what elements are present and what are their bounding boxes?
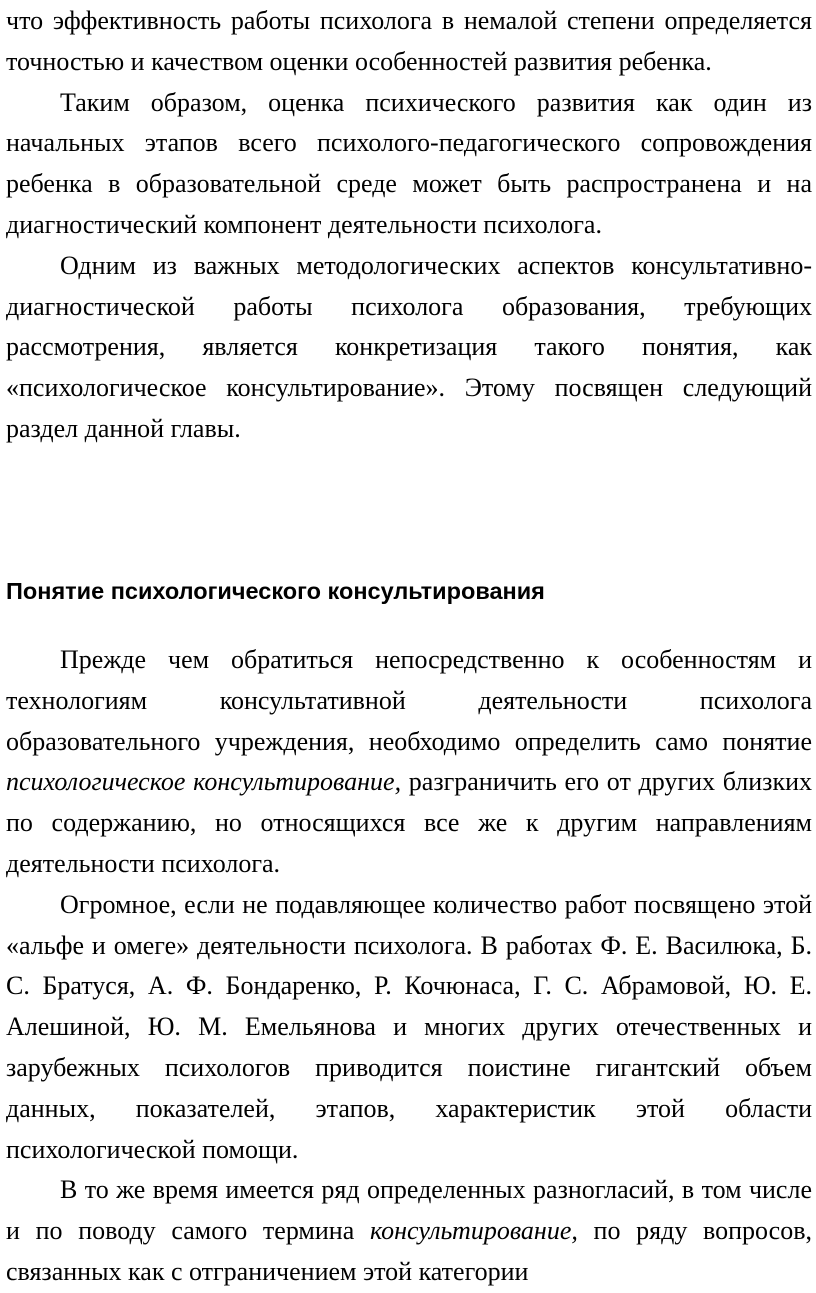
paragraph-disagreements-text: В то же время имеется ряд определенных разногласий, в том числе и по поводу самого термина	[6, 1175, 812, 1246]
section-heading: Понятие психологического консультирования	[6, 578, 545, 604]
paragraph-methodological-aspect: Одним из важных методологических аспектов консультативно-диагностической работы психолога образования, требующих рассмотрения, является конкретизация такого понятия, как «психологическое консультирование». Этому посвящен следующий раздел данной главы.	[6, 250, 812, 443]
italic-term-counseling: консультирование,	[369, 1216, 578, 1246]
paragraph-definition-intro	[6, 640, 812, 885]
paragraph-continuation: что эффективность работы психолога в немалой степени определяется точностью и качеством оценки особенностей развития ребенка.	[6, 6, 812, 76]
italic-term-psychological-counseling: психологическое консультирование,	[6, 767, 402, 797]
section-body	[6, 640, 812, 1293]
paragraph-definition-intro-text: Прежде чем обратиться непосредственно к особенностям и технологиям консультативной деятельности психолога образовательного учреждения, необходимо определить само понятие	[6, 645, 812, 756]
paragraph-disagreements	[6, 1170, 812, 1292]
paragraph-literature-overview: Огромное, если не подавляющее количество работ посвящено этой «альфе и омеге» деятельности психолога. В работах Ф. Е. Василюка, Б. С. Братуся, А. Ф. Бондаренко, Р. Кочюнаса, Г. С. Абрамовой, Ю. Е. Алешиной, Ю. М. Емельянова и многих других отечественных и зарубежных психологов приводится поистине гигантский объем данных, показателей, этапов, характеристик этой области психологической помощи.	[6, 889, 812, 1164]
paragraph-disagreements-tail: по ряду вопросов, связанных как с отграничением этой категории	[6, 1216, 812, 1286]
paragraph-definition-intro-tail: разграничить его от других близких по содержанию, но относящихся все же к другим направлениям деятельности психолога.	[6, 767, 812, 878]
paragraph-assessment-summary: Таким образом, оценка психического развития как один из начальных этапов всего психолого-педагогического сопровождения ребенка в образовательной среде может быть распространена и на диагностический компонент деятельности психолога.	[6, 87, 812, 239]
document-page	[6, 0, 812, 1286]
